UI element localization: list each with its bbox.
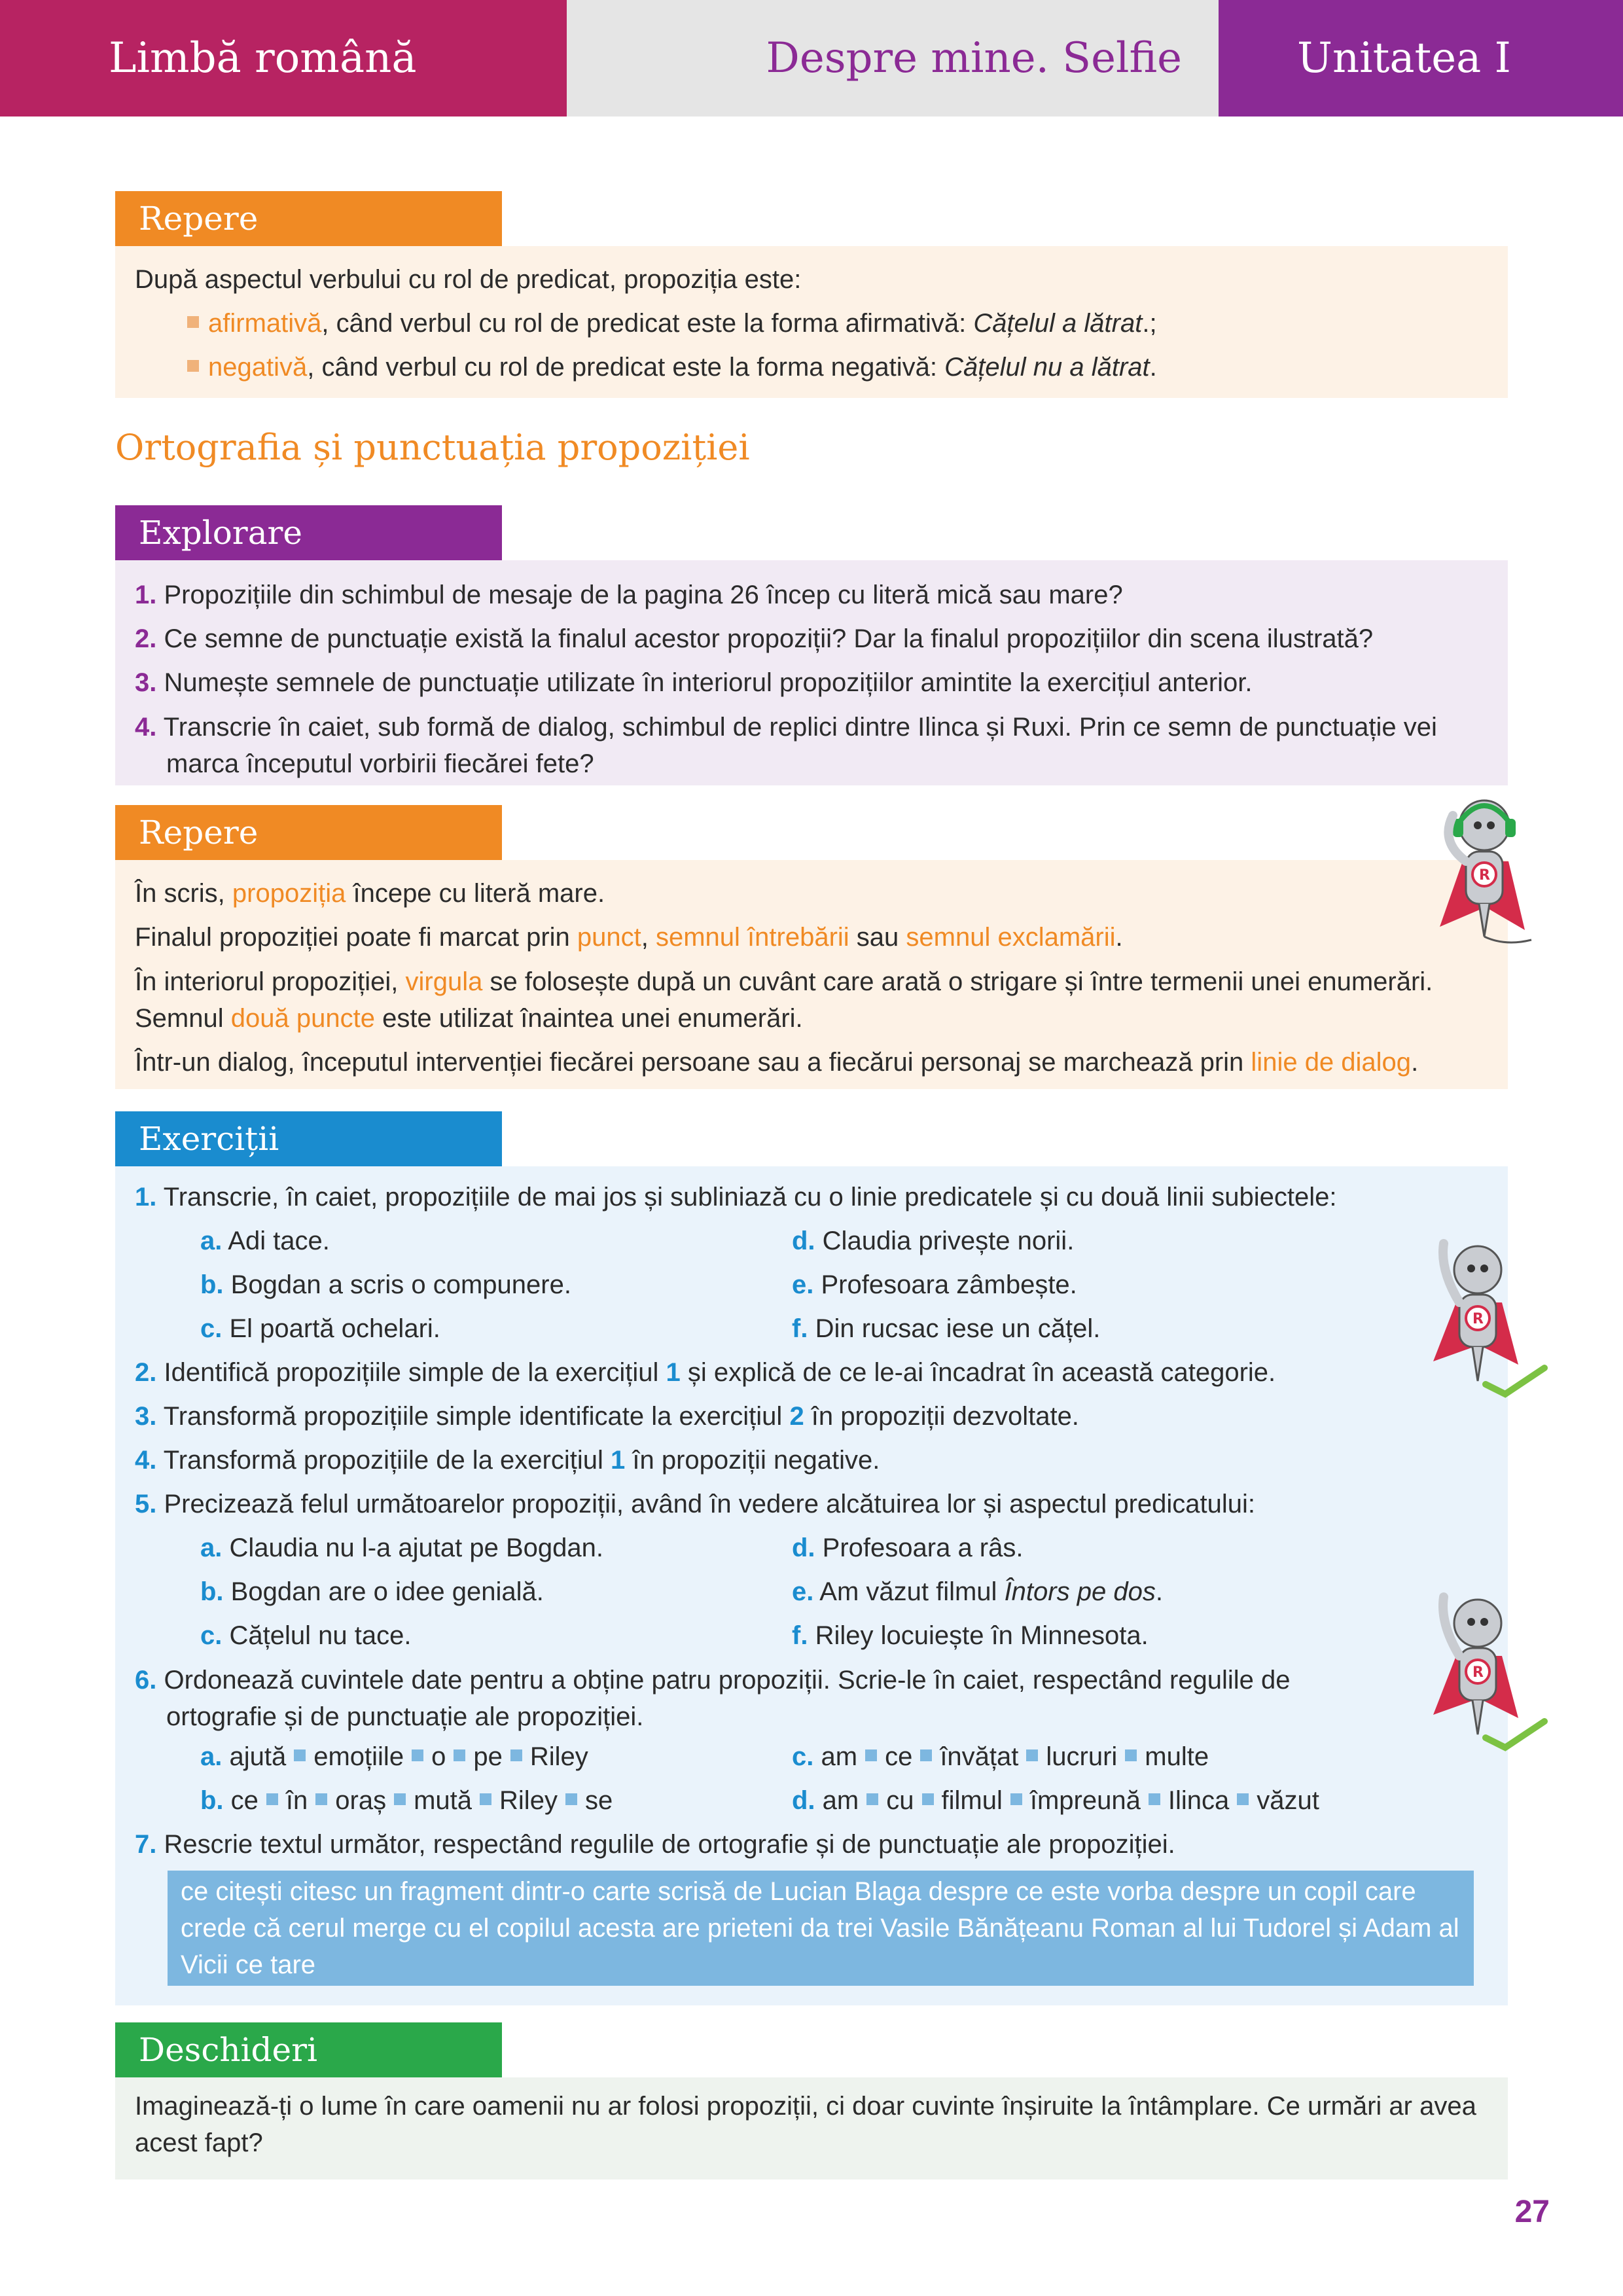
repere-tab-label: Repere [139,814,259,852]
repere-line [135,872,1488,916]
word: împreună [1029,1786,1141,1815]
exercise-3 [135,1395,1488,1439]
item-letter: d. [792,1534,815,1562]
exercitii-box [115,1166,1508,2005]
word-list-c [792,1735,1488,1779]
item-letter: b. [200,1786,224,1815]
item-end: .; [1142,309,1157,338]
item-text: Adi tace. [228,1227,330,1255]
repere-tab-2 [115,805,502,860]
text: . [1411,1048,1419,1077]
word: pe [473,1742,503,1771]
word-sequence [821,1742,1209,1771]
word-list-d [792,1779,1488,1823]
exercise-number: 2. [135,1358,157,1387]
word: am [821,1742,858,1771]
exercise-number: 5. [135,1490,157,1518]
column-left [135,1735,792,1823]
item-text: Transcrie în caiet, sub formă de dialog, schimbul de replici dintre Ilinca și Ruxi. Prin ce semn de punctuație vei marca începutul vorbirii fiecărei fete? [163,713,1437,778]
column-right [792,1735,1488,1823]
exercise-text: Transformă propozițiile de la exercițiul [163,1446,611,1475]
exercise-ref: 2 [789,1402,804,1431]
exercise-number: 4. [135,1446,157,1475]
passage-text: ce citești citesc un fragment dintr-o carte scrisă de Lucian Blaga despre ce este vorba despre un copil care crede că cerul merge cu el copilul acesta are prieteni da trei Vasile Bănățeanu Roman al lui Tudorel și Adam al Vicii ce tare [181,1877,1459,1979]
exercise-ref: 1 [611,1446,626,1475]
separator-square-icon [922,1793,934,1805]
list-item [200,1263,792,1307]
text: sau [849,923,906,952]
exercise-text: Ordonează cuvintele date pentru a obține patru propoziții. Scrie-le în caiet, respectând regulile de ortografie și de punctuație ale propoziției. [164,1666,1291,1731]
exercise-text: și explică de ce le-ai încadrat în această categorie. [680,1358,1276,1387]
mascot-headphones-illustration [1427,789,1544,960]
exercise-4 [135,1439,1488,1482]
exercise-ref: 1 [666,1358,681,1387]
svg-text:R: R [1472,1664,1484,1681]
header-subject [0,0,567,117]
term-negative: negativă [208,353,308,382]
separator-square-icon [266,1793,278,1805]
item-text: El poartă ochelari. [229,1314,440,1343]
exercise-text: Transcrie, în caiet, propozițiile de mai jos și subliniază cu o linie predicatele și cu două linii subiectele: [163,1183,1337,1211]
chapter-title: Despre mine. Selfie [766,34,1182,82]
header-chapter [567,0,1219,117]
item-text: Ce semne de punctuație există la finalul acestor propoziții? Dar la finalul propozițiilor din scena ilustrată? [164,624,1374,653]
item-end: . [1149,353,1157,382]
exercise-text: Identifică propozițiile simple de la exercițiul [164,1358,666,1387]
item-text: , când verbul cu rol de predicat este la forma afirmativă: [321,309,974,338]
item-letter: d. [792,1227,815,1255]
separator-square-icon [394,1793,406,1805]
item-text: Claudia privește norii. [822,1227,1075,1255]
item-letter: f. [792,1314,808,1343]
repere-item-negative [135,346,1488,389]
term: virgula [405,967,483,996]
text: se folosește după un cuvânt care arată o strigare și între termenii unei enumerări. [482,967,1433,996]
bullet-icon [187,360,199,372]
separator-square-icon [866,1793,878,1805]
explorare-box [115,560,1508,785]
deschideri-tab-label: Deschideri [139,2031,318,2069]
term: semnul întrebării [655,923,849,952]
item-number: 3. [135,668,157,697]
exercise-1 [135,1175,1488,1219]
item-text: Riley locuiește în Minnesota. [815,1621,1149,1650]
list-item [792,1526,1488,1570]
column-right [792,1526,1488,1658]
separator-square-icon [1026,1749,1038,1761]
item-letter: c. [200,1621,223,1650]
item-text: , când verbul cu rol de predicat este la forma negativă: [307,353,945,382]
item-example: Cățelul a lătrat [973,309,1143,338]
word: cu [886,1786,914,1815]
word: Ilinca [1168,1786,1230,1815]
item-text: Bogdan a scris o compunere. [230,1270,571,1299]
list-item [792,1307,1488,1351]
explorare-tab [115,505,502,560]
item-text: Claudia nu l-a ajutat pe Bogdan. [229,1534,604,1562]
item-letter: a. [200,1534,223,1562]
text: Într-un dialog, începutul intervenției fiecărei persoane sau a fiecărui personaj se marchează prin [135,1048,1251,1077]
term-affirmative: afirmativă [208,309,322,338]
exercise-1-items [135,1219,1488,1351]
svg-text:R: R [1479,867,1490,884]
item-letter: f. [792,1621,808,1650]
item-text: Am văzut filmul [819,1577,1005,1606]
item-text: Propozițiile din schimbul de mesaje de la pagina 26 încep cu literă mică sau mare? [164,581,1123,609]
list-item [200,1526,792,1570]
separator-square-icon [510,1749,522,1761]
word: Riley [529,1742,588,1771]
word: mută [414,1786,473,1815]
list-item [792,1614,1488,1658]
list-item [200,1219,792,1263]
word: ce [885,1742,913,1771]
word: în [285,1786,308,1815]
repere-line [135,916,1488,960]
word-list-b [200,1779,792,1823]
term: două puncte [230,1004,375,1033]
list-item [792,1570,1488,1614]
separator-square-icon [294,1749,306,1761]
word: oraș [335,1786,387,1815]
repere-line [135,1041,1488,1085]
term: propoziția [232,879,346,908]
item-letter: d. [792,1786,815,1815]
list-item [792,1219,1488,1263]
exercise-text: în propoziții dezvoltate. [804,1402,1079,1431]
header-unit [1219,0,1623,117]
subject-title: Limbă română [109,34,417,82]
exercise-7 [135,1823,1488,1867]
item-text: Bogdan are o idee genială. [230,1577,544,1606]
item-letter: b. [200,1270,224,1299]
text: În scris, [135,879,232,908]
item-letter: e. [792,1270,814,1299]
word-sequence [231,1786,613,1815]
text: Finalul propoziției poate fi marcat prin [135,923,577,952]
item-text: Numește semnele de punctuație utilizate în interiorul propozițiilor amintite la exercițiul anterior. [164,668,1253,697]
repere-tab-label: Repere [139,200,259,238]
separator-square-icon [480,1793,491,1805]
passage-box [168,1871,1474,1986]
word: multe [1145,1742,1209,1771]
explorare-item [135,617,1488,661]
repere-tab-1 [115,191,502,246]
item-text: Profesoara a râs. [822,1534,1024,1562]
separator-square-icon [565,1793,577,1805]
item-letter: a. [200,1227,223,1255]
exercise-5-items [135,1526,1488,1658]
mascot-pen-illustration [1420,1230,1551,1401]
word: lucruri [1046,1742,1118,1771]
separator-square-icon [315,1793,327,1805]
exercise-number: 6. [135,1666,157,1695]
item-example: Cățelul nu a lătrat [944,353,1150,382]
explorare-item [135,661,1488,705]
word: o [431,1742,446,1771]
deschideri-text: Imaginează-ți o lume în care oamenii nu ar folosi propoziții, ci doar cuvinte înșiruite la întâmplare. Ce urmări ar avea acest fapt? [135,2092,1476,2157]
exercise-number: 3. [135,1402,157,1431]
column-right [792,1219,1488,1351]
word: Riley [499,1786,558,1815]
separator-square-icon [920,1749,932,1761]
text: . [1115,923,1123,952]
exercitii-tab [115,1111,502,1166]
repere-line [135,1000,1488,1037]
list-item [200,1614,792,1658]
exercise-6-items [135,1735,1488,1823]
mascot-pen-illustration [1420,1584,1551,1754]
exercise-text: Rescrie textul următor, respectând regulile de ortografie și de punctuație ale propoziției. [164,1830,1175,1859]
word: învățat [940,1742,1019,1771]
explorare-tab-label: Explorare [139,514,302,552]
item-number: 4. [135,713,157,742]
word: văzut [1257,1786,1319,1815]
separator-square-icon [412,1749,423,1761]
item-text: Cățelul nu tace. [229,1621,412,1650]
separator-square-icon [1125,1749,1137,1761]
exercise-6 [135,1662,1488,1735]
repere-box-1 [115,246,1508,398]
term: semnul exclamării [906,923,1116,952]
column-left [135,1219,792,1351]
exercise-text: Precizează felul următoarelor propoziții, având în vedere alcătuirea lor și aspectul predicatului: [164,1490,1256,1518]
item-title: Întors pe dos [1004,1577,1156,1606]
term: punct [577,923,641,952]
separator-square-icon [865,1749,877,1761]
unit-title: Unitatea I [1297,34,1511,82]
word-list-a [200,1735,792,1779]
column-left [135,1526,792,1658]
list-item [200,1570,792,1614]
word: se [584,1786,613,1815]
item-end: . [1155,1577,1163,1606]
item-number: 1. [135,581,157,609]
section-title: Ortografia și punctuația propoziției [115,427,750,468]
text: este utilizat înaintea unei enumerări. [374,1004,803,1033]
item-letter: e. [792,1577,814,1606]
item-letter: c. [792,1742,814,1771]
word: emoțiile [313,1742,404,1771]
word: filmul [941,1786,1003,1815]
page-number: 27 [1514,2195,1550,2229]
item-text: Profesoara zâmbește. [821,1270,1077,1299]
item-letter: c. [200,1314,223,1343]
repere-line [135,963,1488,1000]
exercise-5 [135,1482,1488,1526]
word-sequence [229,1742,588,1771]
exercise-text: Transformă propozițiile simple identificate la exercițiul [163,1402,790,1431]
text: Semnul [135,1004,231,1033]
text: începe cu literă mare. [346,879,605,908]
exercise-2 [135,1351,1488,1395]
deschideri-box [115,2077,1508,2179]
svg-text:R: R [1472,1311,1484,1327]
list-item [792,1263,1488,1307]
text: , [641,923,656,952]
item-letter: a. [200,1742,223,1771]
word: ce [230,1786,259,1815]
explorare-item [135,573,1488,617]
term: linie de dialog [1251,1048,1412,1077]
separator-square-icon [1010,1793,1022,1805]
item-letter: b. [200,1577,224,1606]
bullet-icon [187,316,199,328]
exercise-number: 7. [135,1830,157,1859]
explorare-item [135,709,1488,782]
list-item [200,1307,792,1351]
repere-intro: După aspectul verbului cu rol de predicat, propoziția este: [135,265,802,294]
word: ajută [229,1742,287,1771]
word: am [822,1786,859,1815]
exercise-number: 1. [135,1183,157,1211]
deschideri-tab [115,2022,502,2077]
text: În interiorul propoziției, [135,967,406,996]
separator-square-icon [1237,1793,1249,1805]
separator-square-icon [454,1749,465,1761]
exercise-text: în propoziții negative. [625,1446,880,1475]
item-text: Din rucsac iese un cățel. [815,1314,1101,1343]
repere-item-affirmative [135,302,1488,346]
word-sequence [823,1786,1319,1815]
repere-box-2 [115,860,1508,1089]
separator-square-icon [1149,1793,1160,1805]
item-number: 2. [135,624,157,653]
exercitii-tab-label: Exerciții [139,1120,279,1158]
